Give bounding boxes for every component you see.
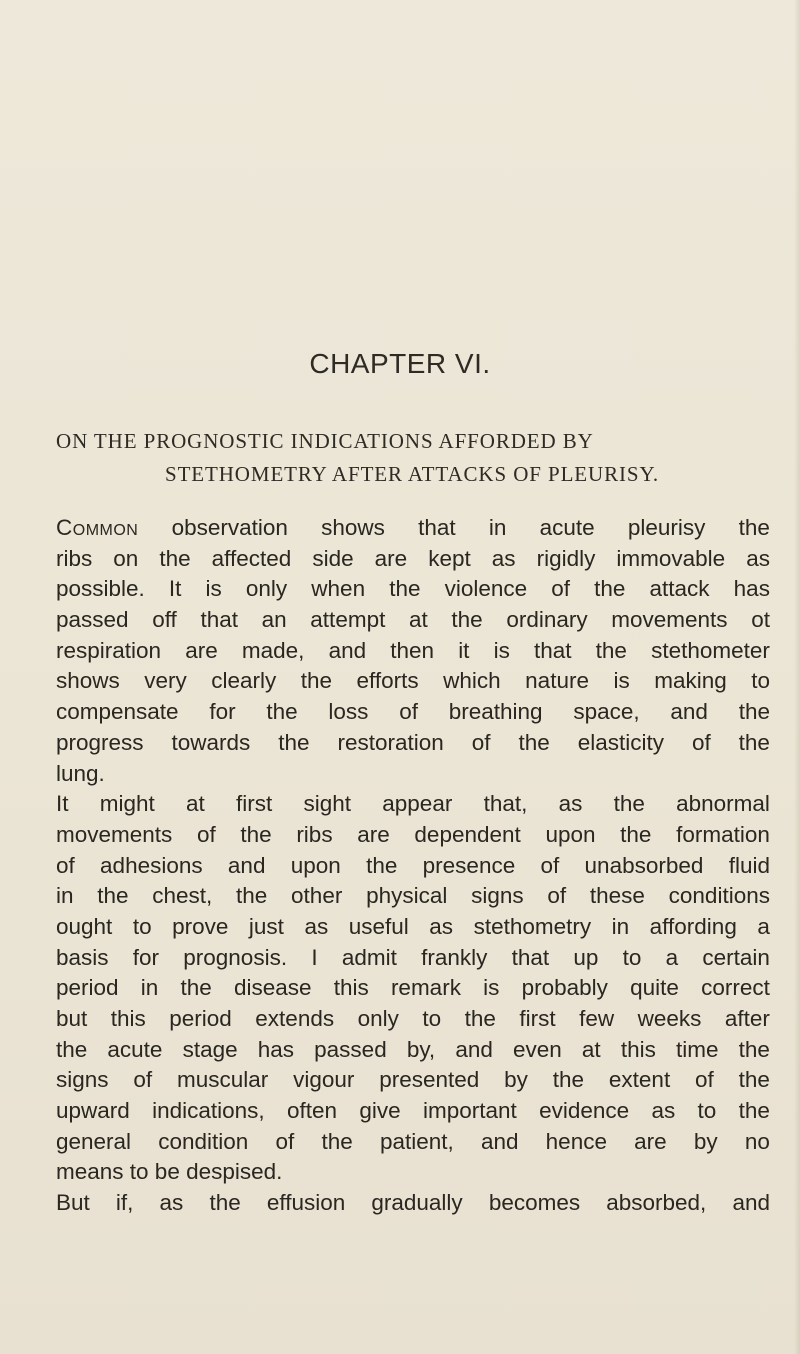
word: the (300, 668, 333, 694)
word: loss (328, 699, 369, 725)
word: as (558, 791, 583, 817)
word: I (311, 944, 318, 970)
word: It (168, 576, 182, 602)
word: side (312, 545, 354, 571)
word: then (390, 637, 435, 663)
word: passed (314, 1036, 387, 1062)
word: the (738, 1067, 770, 1093)
word: a (757, 913, 770, 939)
body-lines (56, 544, 770, 1219)
word: only (245, 576, 288, 602)
word: presented (379, 1067, 480, 1093)
word: the (594, 576, 626, 602)
word: remark (390, 975, 461, 1001)
word: and (732, 1190, 770, 1216)
word: might (99, 791, 155, 817)
word: general (56, 1128, 132, 1154)
word: the (56, 1036, 88, 1062)
word: the (738, 1098, 770, 1124)
word: when (311, 576, 366, 602)
word: the (159, 545, 191, 571)
word: the (236, 883, 268, 909)
word: and (455, 1036, 493, 1062)
word: as (651, 1098, 676, 1124)
word: formation (676, 821, 770, 847)
word: appear (382, 791, 453, 817)
word: in (56, 883, 74, 909)
word: space, (573, 699, 640, 725)
word: adhesions (100, 852, 203, 878)
body-line (56, 1188, 770, 1219)
word: it (458, 637, 470, 663)
word: the (180, 975, 212, 1001)
subtitle-word: ON (56, 429, 89, 453)
word: has (257, 1036, 295, 1062)
word: the (278, 729, 310, 755)
chapter-subtitle-line-1 (56, 425, 768, 458)
word: useful (348, 913, 409, 939)
word: attempt (310, 607, 386, 633)
word: admit (341, 944, 397, 970)
word: the (366, 852, 398, 878)
word: that (533, 637, 572, 663)
word: basis (56, 944, 109, 970)
word: upon (290, 852, 341, 878)
word: progress (56, 729, 144, 755)
word: extent (608, 1067, 671, 1093)
word: to (622, 944, 642, 970)
word: the (321, 1128, 353, 1154)
word: indications, (152, 1098, 265, 1124)
word: the (738, 729, 770, 755)
word: to (422, 1006, 442, 1031)
word: the (389, 576, 421, 602)
word: very (144, 668, 187, 694)
word: even (513, 1036, 562, 1062)
word: elasticity (577, 729, 664, 755)
word: which (443, 668, 501, 694)
word: kept (428, 545, 471, 571)
word: period (56, 975, 119, 1001)
word: ordinary (506, 607, 588, 633)
word: the (595, 637, 627, 663)
subtitle-word: THE (93, 429, 138, 453)
word: becomes (488, 1190, 581, 1216)
word: It (56, 791, 69, 817)
chapter-subtitle-line-2: STETHOMETRY AFTER ATTACKS OF PLEURISY. (164, 462, 659, 486)
word: quite (630, 975, 679, 1001)
word: by (504, 1067, 528, 1093)
word: shows (56, 668, 120, 694)
word: by, (406, 1036, 436, 1062)
word: stage (182, 1036, 238, 1062)
word: clearly (211, 668, 277, 694)
body-line-first (56, 513, 770, 544)
body-line (56, 636, 770, 667)
word: at (581, 1036, 601, 1062)
word: But (56, 1190, 90, 1216)
word: of (551, 576, 571, 602)
word: of (399, 699, 418, 725)
word: probably (521, 975, 608, 1001)
word: is (483, 975, 500, 1001)
word: off (152, 607, 177, 633)
word: this (620, 1036, 656, 1062)
word: has (733, 576, 770, 602)
word: of (540, 852, 560, 878)
word: fluid (728, 852, 770, 878)
word: period (169, 1006, 232, 1031)
word: the (518, 729, 550, 755)
word: sight (303, 791, 352, 817)
subtitle-word: INDICATIONS (290, 429, 434, 453)
word: few (579, 1006, 615, 1031)
word: affording (649, 913, 737, 939)
word: the (738, 515, 770, 540)
word: that (511, 944, 550, 970)
word: the (620, 821, 652, 847)
word: presence (422, 852, 516, 878)
word: certain (702, 944, 770, 970)
body-line (56, 574, 770, 605)
subtitle-word: BY (562, 429, 594, 453)
word: to (751, 668, 770, 694)
word: abnormal (676, 791, 770, 817)
body-line (56, 820, 770, 851)
body-line (56, 851, 770, 882)
word: vigour (293, 1067, 355, 1093)
word: correct (701, 975, 770, 1001)
subtitle-word: PROGNOSTIC (143, 429, 285, 453)
chapter-subtitle (56, 425, 768, 491)
word: towards (171, 729, 251, 755)
word: and (227, 852, 266, 878)
word: making (654, 668, 727, 694)
word: observation (171, 515, 288, 540)
word: time (675, 1036, 719, 1062)
word: acute (539, 515, 595, 540)
word: that (200, 607, 238, 633)
word: the (738, 1036, 770, 1062)
chapter-heading: CHAPTER VI. (309, 348, 491, 379)
word: the (97, 883, 129, 909)
body-line (56, 605, 770, 636)
word: efforts (356, 668, 419, 694)
word: pleurisy (627, 515, 706, 540)
word: compensate (56, 699, 179, 725)
body-line (56, 912, 770, 943)
word: breathing (448, 699, 543, 725)
word: if, (115, 1190, 134, 1216)
word: as (746, 545, 770, 571)
body-line: means to be despised. (56, 1159, 283, 1185)
word: are (634, 1128, 667, 1154)
word: a (665, 944, 679, 970)
word: passed (56, 607, 129, 633)
word: first (236, 791, 273, 817)
first-line-content (56, 513, 770, 544)
word: respiration (56, 637, 162, 663)
word: violence (444, 576, 528, 602)
word: stethometer (651, 637, 770, 663)
word: in (140, 975, 159, 1001)
word: after (724, 1006, 770, 1031)
word: signs (471, 883, 524, 909)
word: chest, (152, 883, 213, 909)
first-word-smallcaps: Common (56, 515, 139, 540)
body-line (56, 544, 770, 575)
word: of (56, 852, 75, 878)
word: and (328, 637, 367, 663)
word: acute (107, 1036, 163, 1062)
word: frankly (421, 944, 488, 970)
page-edge-shadow (794, 0, 800, 1354)
word: an (261, 607, 287, 633)
word: attack (649, 576, 710, 602)
word: affected (211, 545, 292, 571)
body-line (56, 1096, 770, 1127)
word: weeks (637, 1006, 702, 1031)
word: that (418, 515, 456, 540)
word: the (451, 607, 483, 633)
word: ribs (56, 545, 93, 571)
word: gradually (371, 1190, 463, 1216)
body-line (56, 943, 770, 974)
word: is (613, 668, 630, 694)
word: ought (56, 913, 113, 939)
word: possible. (56, 576, 145, 602)
word: this (110, 1006, 146, 1031)
body-line (56, 973, 770, 1004)
word: this (333, 975, 369, 1001)
body-line (56, 728, 770, 759)
body-line (56, 881, 770, 912)
body-line (56, 1004, 770, 1035)
word: but (56, 1006, 88, 1031)
word: no (744, 1128, 770, 1154)
word: the (613, 791, 645, 817)
word: upon (545, 821, 596, 847)
word: of (275, 1128, 295, 1154)
word: extends (255, 1006, 335, 1031)
word: the (464, 1006, 496, 1031)
word: at (186, 791, 205, 817)
word: dependent (414, 821, 521, 847)
word: ribs (296, 821, 333, 847)
word: at (408, 607, 428, 633)
word: these (589, 883, 645, 909)
word: restoration (337, 729, 444, 755)
word: muscular (176, 1067, 269, 1093)
word: stethometry (473, 913, 592, 939)
word: to (697, 1098, 717, 1124)
word: the (738, 699, 770, 725)
body-line (56, 1035, 770, 1066)
word: evidence (539, 1098, 630, 1124)
word: of (133, 1067, 153, 1093)
word: immovable (616, 545, 726, 571)
word: as (429, 913, 454, 939)
word: patient, (379, 1128, 454, 1154)
word: other (291, 883, 343, 909)
body-line (56, 1065, 770, 1096)
word: of (695, 1067, 714, 1093)
word: conditions (668, 883, 770, 909)
word: upward (56, 1098, 130, 1124)
word: movements (56, 821, 173, 847)
word: give (359, 1098, 401, 1124)
word: of (471, 729, 491, 755)
word: shows (321, 515, 385, 540)
word: only (357, 1006, 399, 1031)
word: important (422, 1098, 517, 1124)
word: in (488, 515, 507, 540)
word: ot (751, 607, 770, 633)
word: for (132, 944, 160, 970)
word: absorbed, (606, 1190, 707, 1216)
word: physical (366, 883, 448, 909)
body-line (56, 1127, 770, 1158)
word: are (357, 821, 390, 847)
word: the (209, 1190, 241, 1216)
body-line: lung. (56, 760, 105, 786)
word: effusion (266, 1190, 346, 1216)
word: movements (611, 607, 728, 633)
word: unabsorbed (584, 852, 704, 878)
word: just (248, 913, 284, 939)
word: condition (158, 1128, 249, 1154)
word: of (691, 729, 711, 755)
word: and (480, 1128, 519, 1154)
word: are (374, 545, 408, 571)
word: are (185, 637, 218, 663)
word: first (519, 1006, 556, 1031)
word: to (132, 913, 152, 939)
body-line (56, 666, 770, 697)
word: as (159, 1190, 184, 1216)
word: rigidly (536, 545, 596, 571)
word: often (287, 1098, 338, 1124)
word: prognosis. (183, 944, 288, 970)
word: of (196, 821, 216, 847)
word: that, (483, 791, 528, 817)
subtitle-word: AFFORDED (438, 429, 557, 453)
body-line (56, 789, 770, 820)
word: the (266, 699, 298, 725)
word: hence (545, 1128, 607, 1154)
word: of (547, 883, 567, 909)
word: the (240, 821, 272, 847)
word: up (573, 944, 599, 970)
word: by (693, 1128, 718, 1154)
word: and (670, 699, 708, 725)
word: disease (233, 975, 312, 1001)
body-text (56, 513, 770, 1219)
word: is (205, 576, 222, 602)
word: for (209, 699, 236, 725)
word: on (113, 545, 139, 571)
word: as (304, 913, 329, 939)
word: the (552, 1067, 585, 1093)
word: as (491, 545, 516, 571)
body-line (56, 697, 770, 728)
word: nature (525, 668, 589, 694)
word: prove (172, 913, 229, 939)
word: made, (241, 637, 305, 663)
word: in (611, 913, 630, 939)
word: signs (56, 1067, 109, 1093)
word: is (493, 637, 510, 663)
